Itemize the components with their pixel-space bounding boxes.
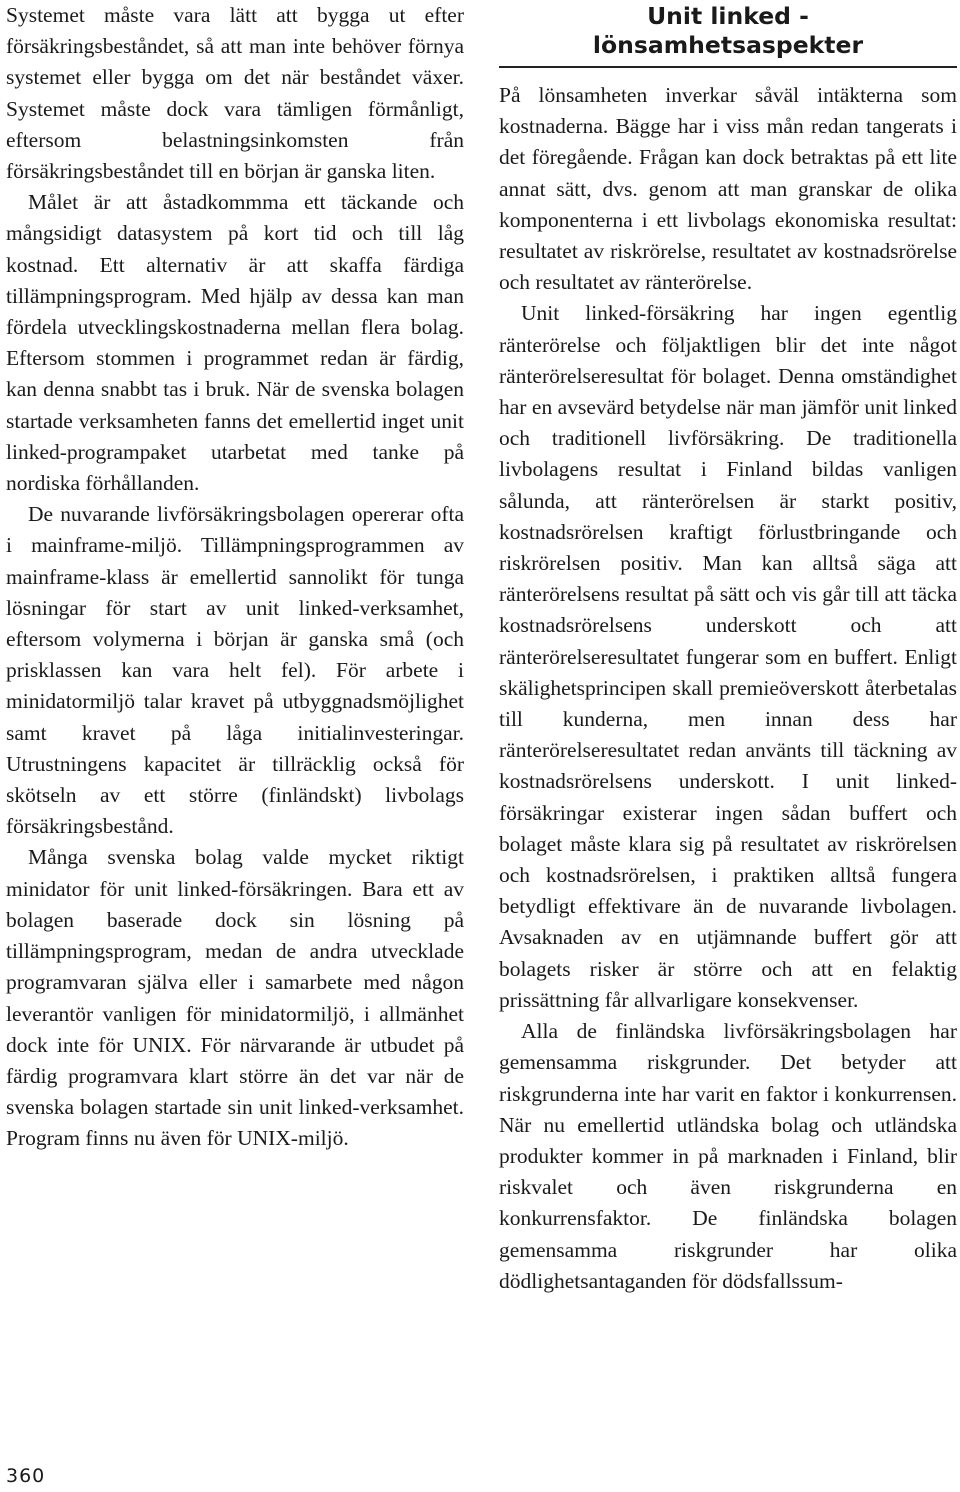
right-paragraph-1: På lönsamheten inverkar såväl intäkterna som kostnaderna. Bägge har i viss mån redan tangerats i det föregående. Frågan kan dock betraktas på ett lite annat sätt, dvs. genom att man granskar de olika komponenterna i ett livbolags ekonomiska resultat: resultatet av riskrörelse, resultatet av kostnadsrörelse och resultatet av ränterörelse. — [499, 83, 957, 295]
left-paragraph-2: Målet är att åstadkommma ett täckande och mångsidigt datasystem på kort tid och till låg kostnad. Ett alternativ är att skaffa färdiga tillämpningsprogram. Med hjälp av dessa kan man fördela utvecklingskostnaderna mellan flera bolag. Eftersom stommen i programmet redan är färdig, kan denna snabbt tas i bruk. När de svenska bolagen startade verksamheten fanns det emellertid inget unit linked-programpaket utarbetat med tanke på nordiska förhållanden. — [6, 190, 464, 496]
left-paragraph-1: Systemet måste vara lätt att bygga ut efter försäkringsbeståndet, så att man inte behöver förnya systemet eller bygga om det när beståndet växer. Systemet måste dock vara tämligen förmånligt, eftersom belastningsinkomsten från försäkringsbeståndet till en början är ganska liten. — [6, 3, 464, 184]
page-number: 360 — [6, 1465, 46, 1487]
section-heading — [499, 0, 957, 68]
right-column — [499, 80, 957, 1297]
left-column — [6, 0, 464, 1155]
right-paragraph-2: Unit linked-försäkring har ingen egentlig ränterörelse och följaktligen blir det inte något ränterörelseresultat för bolaget. Denna omständighet har en avsevärd betydelse när man jämför unit linked och traditionell livförsäkring. De traditionella livbolagens resultat i Finland bildas vanligen sålunda, att ränterörelsen är starkt positiv, kostnadsrörelsen kraftigt förlustbringande och riskrörelsen positiv. Man kan alltså säga att ränterörelsens resultat på sätt och vis går till att täcka kostnadsrörelsens underskott och att ränterörelseresultatet fungerar som en buffert. Enligt skälighetsprincipen skall premieöverskott återbetalas till kunderna, men innan dess har ränterörelseresultatet redan använts till täckning av kostnadsrörelsens underskott. I unit linked-försäkringar existerar ingen sådan buffert och bolaget måste klara sig på resultatet av riskrörelsen och kostnadsrörelsen, i praktiken alltså fungera betydligt effektivare än de nuvarande livbolagen. Avsaknaden av en utjämnande buffert gör att bolagets risker är större och att en felaktig prissättning får allvarligare konsekvenser. — [499, 301, 957, 1012]
left-paragraph-3: De nuvarande livförsäkringsbolagen opererar ofta i mainframe-miljö. Tillämpningsprogrammen av mainframe-klass är emellertid sannolikt för tunga lösningar för start av unit linked-verksamhet, eftersom volymerna i början är ganska små (och prisklassen kan vara helt fel). För arbete i minidatormiljö talar kravet på utbyggnadsmöjlighet samt kravet på låga initialinvesteringar. Utrustningens kapacitet är tillräcklig också för skötseln av ett större (finländskt) livbolags försäkringsbestånd. — [6, 502, 464, 839]
right-paragraph-3: Alla de finländska livförsäkringsbolagen har gemensamma riskgrunder. Det betyder att riskgrunderna inte har varit en faktor i konkurrensen. När nu emellertid utländska bolag och utländska produkter kommer in på marknaden i Finland, blir riskvalet och även riskgrunderna en konkurrensfaktor. De finländska bolagen gemensamma riskgrunder har olika dödlighetsantaganden för dödsfallssum- — [499, 1019, 957, 1293]
left-paragraph-4: Många svenska bolag valde mycket riktigt minidator för unit linked-försäkringen. Bara ett av bolagen baserade dock sin lösning på tillämpningsprogram, medan de andra utvecklade programvaran själva eller i samarbete med någon leverantör vanligen för minidatormiljö, i allmänhet dock inte för UNIX. För närvarande är utbudet på färdig programvara klart större än det var när de svenska bolagen startade sin unit linked-verksamhet. Program finns nu även för UNIX-miljö. — [6, 845, 464, 1151]
section-heading-line2: lönsamhetsaspekter — [592, 31, 864, 59]
section-heading-line1: Unit linked - — [647, 2, 809, 30]
